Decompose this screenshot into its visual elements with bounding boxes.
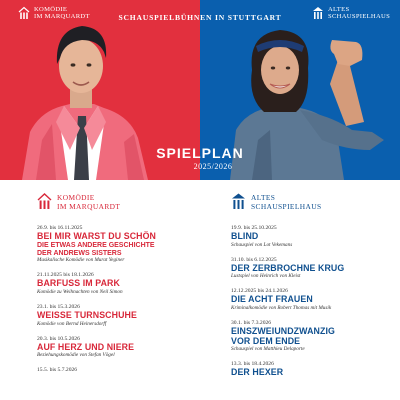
show-title: VOR DEM ENDE (231, 335, 301, 346)
show-dates: 15.5. bis 5.7.2026 (37, 367, 78, 374)
show-dates: 13.3. bis 18.4.2026 (231, 361, 274, 368)
show-description: Musikalische Komödie von Murat Yeginer (37, 257, 125, 264)
show-description: Kriminalkomödie von Robert Thomas mit Musik (231, 304, 332, 311)
show-entry[interactable] (37, 304, 207, 328)
show-entry[interactable] (231, 361, 400, 378)
show-title: DIE ACHT FRAUEN (231, 294, 313, 305)
page-headline: SCHAUSPIELBÜHNEN IN STUTTGART (118, 13, 282, 22)
columns-logo-icon (312, 6, 324, 20)
show-description: Komödie von Bernd Heinersdorff (37, 320, 107, 327)
venue-name: KOMÖDIE IM MARQUARDT (57, 193, 121, 211)
house-logo-icon (37, 192, 52, 210)
spielplan-heading (154, 145, 246, 171)
hero-banner (0, 0, 400, 180)
program-altes-schauspielhaus (231, 192, 400, 386)
show-title: BARFUSS IM PARK (37, 278, 120, 289)
show-title: EINSZWEIUNDZWANZIG (231, 325, 335, 336)
show-title: BEI MIR WARST DU SCHÖN (37, 231, 157, 242)
show-entry[interactable] (231, 257, 400, 281)
show-dates: 21.11.2025 bis 18.1.2026 (37, 272, 94, 279)
show-entry[interactable] (37, 336, 207, 360)
show-title: DER ZERBROCHNE KRUG (231, 262, 345, 273)
show-dates: 23.1. bis 15.3.2026 (37, 303, 80, 310)
show-entry[interactable] (37, 272, 207, 296)
show-entry[interactable] (231, 225, 400, 249)
show-description: Schauspiel von Matthieu Delaporte (231, 346, 305, 353)
show-dates: 20.3. bis 10.5.2026 (37, 335, 80, 342)
actor-man-figure (22, 26, 148, 180)
venue-header-komoedie (37, 192, 207, 211)
venue-name: ALTES SCHAUSPIELHAUS (251, 193, 322, 211)
show-title: WEISSE TURNSCHUHE (37, 309, 137, 320)
show-title: BLIND (231, 231, 259, 242)
show-description: Schauspiel von Lot Vekemans (231, 241, 293, 248)
show-subtitle: DIE ETWAS ANDERE GESCHICHTE (37, 241, 155, 249)
show-entry[interactable] (231, 320, 400, 353)
show-dates: 30.1. bis 7.3.2026 (231, 319, 272, 326)
show-subtitle: DER ANDREWS SISTERS (37, 249, 122, 257)
brand-komoedie-name: KOMÖDIE IM MARQUARDT (34, 6, 90, 21)
show-entry[interactable] (231, 288, 400, 312)
actress-woman-figure (230, 30, 384, 180)
show-title: DER HEXER (231, 367, 284, 378)
season-label: 2025/2026 (193, 162, 233, 171)
show-dates: 12.12.2025 bis 24.1.2026 (231, 288, 288, 295)
show-dates: 26.9. bis 16.11.2025 (37, 225, 83, 232)
columns-logo-icon (231, 192, 246, 210)
show-title: AUF HERZ UND NIERE (37, 341, 135, 352)
show-dates: 31.10. bis 6.12.2025 (231, 256, 277, 263)
spielplan-title: SPIELPLAN (156, 145, 244, 161)
show-description: Lustspiel von Heinrich von Kleist (231, 273, 301, 280)
show-description: Beziehungskomödie von Stefan Vögel (37, 352, 115, 359)
show-description: Komödie zu Weihnachten von Neil Simon (37, 288, 123, 295)
venue-header-altes (231, 192, 400, 211)
program-komoedie (37, 192, 207, 382)
show-dates: 19.9. bis 25.10.2025 (231, 225, 277, 232)
brand-altes-name: ALTES SCHAUSPIELHAUS (328, 6, 391, 21)
show-entry[interactable] (37, 225, 207, 264)
show-entry[interactable] (37, 367, 207, 374)
brand-altes-schauspielhaus[interactable] (312, 6, 390, 21)
